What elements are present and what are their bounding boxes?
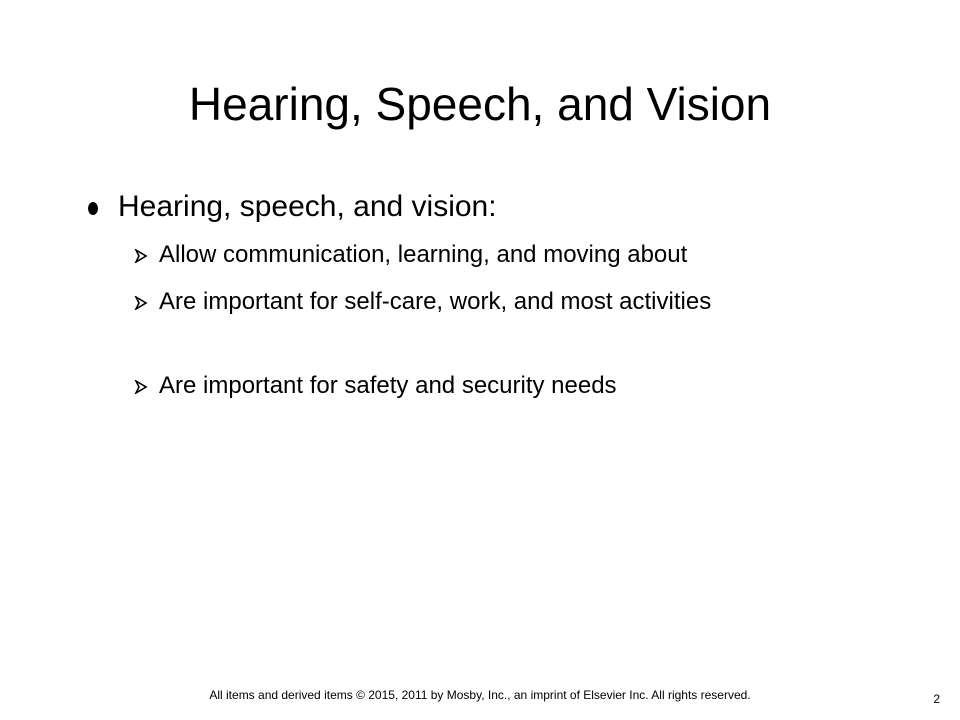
arrow-bullet-icon (134, 380, 148, 394)
sub-bullet-item (134, 286, 874, 352)
copyright-footer: All items and derived items © 2015, 2011 by Mosby, Inc., an imprint of Elsevier Inc. All rights reserved. (209, 688, 751, 702)
arrow-bullet-icon (134, 296, 148, 310)
sub-bullet-text: Allow communication, learning, and moving about (159, 241, 688, 268)
page-number: 2 (933, 692, 940, 706)
slide-title: Hearing, Speech, and Vision (188, 78, 772, 130)
bullet-text: Hearing, speech, and vision: (118, 190, 497, 223)
sub-bullet-item (134, 370, 874, 404)
sub-bullet-text: Are important for self-care, work, and most activities (159, 288, 712, 315)
arrow-bullet-icon (134, 249, 148, 263)
bullet-item (88, 185, 888, 229)
sub-bullet-item (134, 239, 874, 273)
sub-bullet-text: Are important for safety and security needs (159, 372, 617, 399)
bullet-dot-icon (88, 202, 98, 215)
